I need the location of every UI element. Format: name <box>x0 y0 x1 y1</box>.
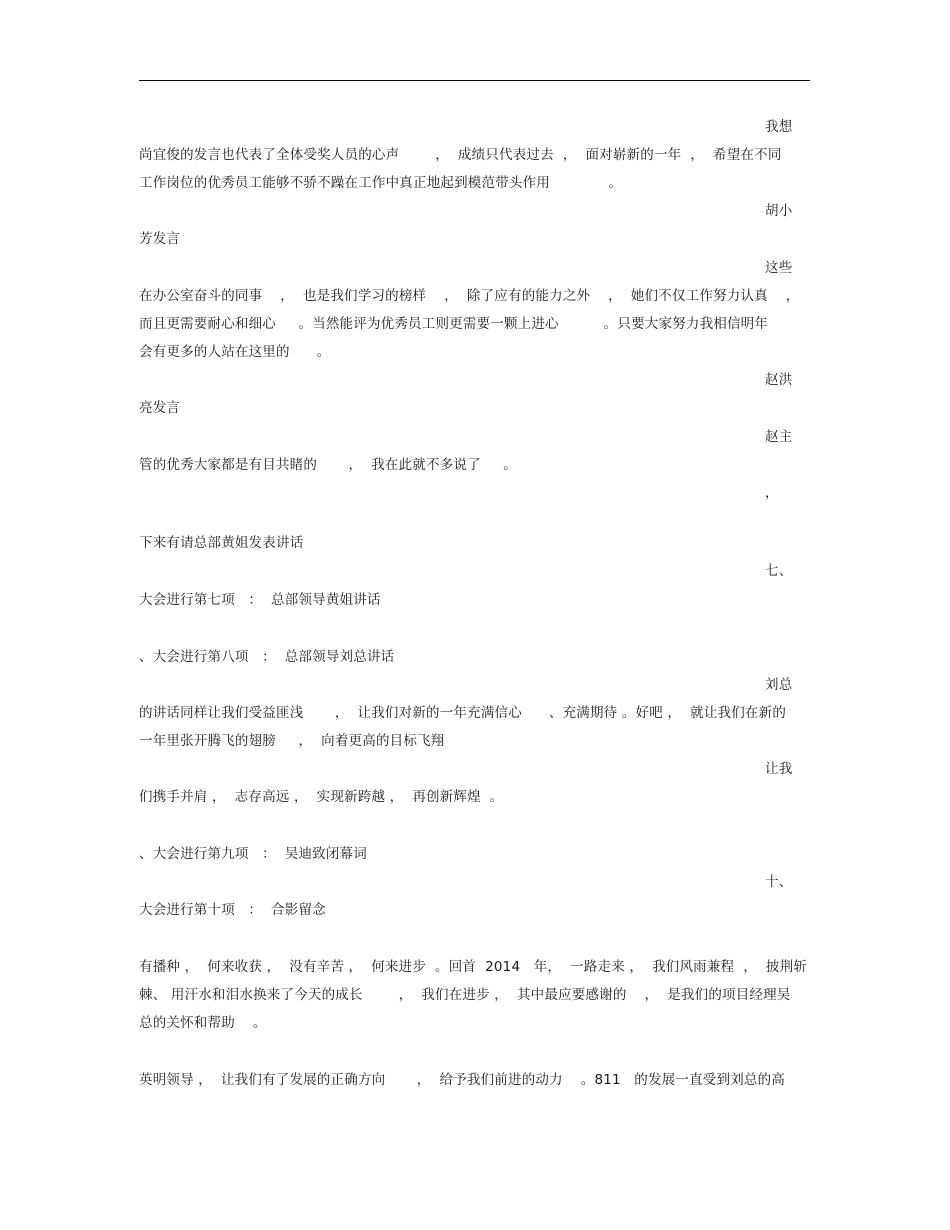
text-line: 下来有请总部黄姐发表讲话 <box>139 535 304 551</box>
text-line: 胡小 <box>765 203 793 219</box>
text-line: ， <box>765 485 779 501</box>
text-line: 、大会进行第九项 ： 吴迪致闭幕词 <box>139 846 367 862</box>
text-line: 棘、 用汗水和泪水换来了今天的成长 ， 我们在进步 ， 其中最应要感谢的 ， 是我们的项目经理吴 <box>139 987 791 1003</box>
text-line: 工作岗位的优秀员工能够不骄不躁在工作中真正地起到模范带头作用 。 <box>139 175 623 191</box>
text-line: 十、 <box>765 874 793 890</box>
text-line: 我想 <box>765 119 793 135</box>
text-line: 七、 <box>765 563 793 579</box>
text-line: 大会进行第十项 ： 合影留念 <box>139 902 326 918</box>
text-line: 芳发言 <box>139 231 181 247</box>
text-line: 一年里张开腾飞的翅膀 ， 向着更高的目标飞翔 <box>139 733 445 749</box>
text-line: 总的关怀和帮助 。 <box>139 1015 267 1031</box>
text-line: 这些 <box>765 260 793 276</box>
text-line: 的讲话同样让我们受益匪浅 ， 让我们对新的一年充满信心 、充满期待 。好吧 ， 就让我们在新的 <box>139 705 787 721</box>
text-line: 亮发言 <box>139 400 181 416</box>
text-line: 赵洪 <box>765 372 793 388</box>
header-rule <box>139 80 810 81</box>
text-line: 英明领导 ， 让我们有了发展的正确方向 ， 给予我们前进的动力 。811 的发展一直受到刘总的高 <box>139 1072 785 1088</box>
text-line: 让我 <box>765 761 793 777</box>
text-line: 会有更多的人站在这里的 。 <box>139 344 331 360</box>
text-line: 而且更需要耐心和细心 。当然能评为优秀员工则更需要一颗上进心 。只要大家努力我相信明年 <box>139 316 769 332</box>
text-line: 刘总 <box>765 677 793 693</box>
text-line: 管的优秀大家都是有目共睹的 ， 我在此就不多说了 。 <box>139 457 517 473</box>
text-line: 有播种 ， 何来收获 ， 没有辛苦 ， 何来进步 。回首 2014 年， 一路走来 ， 我们风雨兼程 ， 披荆斩 <box>139 959 808 975</box>
text-line: 赵主 <box>765 429 793 445</box>
text-line: 在办公室奋斗的同事 ， 也是我们学习的榜样 ， 除了应有的能力之外 ， 她们不仅工作努力认真 ， <box>139 288 800 304</box>
text-line: 大会进行第七项 ： 总部领导黄姐讲话 <box>139 592 381 608</box>
text-line: 尚宜俊的发言也代表了全体受奖人员的心声 ， 成绩只代表过去 ， 面对崭新的一年 ， 希望在不同 <box>139 147 782 163</box>
text-line: 、大会进行第八项 ： 总部领导刘总讲话 <box>139 649 395 665</box>
text-line: 们携手并肩 ， 志存高远 ， 实现新跨越 ， 再创新辉煌 。 <box>139 789 504 805</box>
